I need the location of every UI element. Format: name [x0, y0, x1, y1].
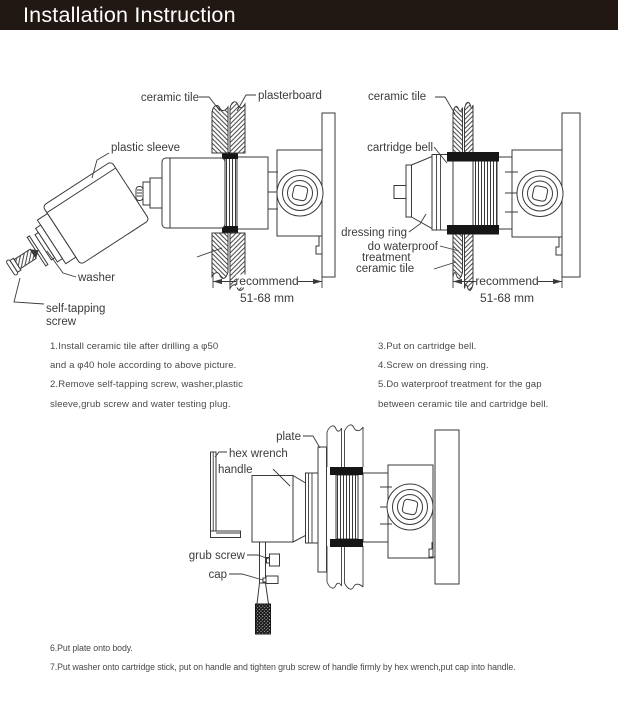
- label-treatment: treatment: [362, 252, 411, 264]
- instructions-steps-1-2: [50, 337, 243, 414]
- cartridge-stick-tip: [136, 187, 143, 201]
- instruction-line: 1.Install ceramic tile after drilling a φ50: [50, 341, 219, 352]
- waterproof-seal-bottom: [447, 225, 499, 235]
- label-screw: screw: [46, 316, 77, 328]
- label-recommend: recommend: [475, 274, 539, 288]
- wall-bracket: [556, 237, 562, 255]
- grub-screw: [270, 554, 280, 566]
- valve-threads: [225, 157, 237, 229]
- label-grub-screw: grub screw: [188, 550, 245, 562]
- waterproof-seal-top: [447, 152, 499, 162]
- dressing-ring: [432, 155, 453, 231]
- leader-self-tapping-screw: [14, 278, 44, 304]
- dimension-left: [213, 256, 322, 305]
- label-cartridge-bell: cartridge bell: [367, 142, 433, 154]
- seal-bottom: [330, 539, 363, 547]
- leader-cap: [229, 574, 263, 580]
- wall-bracket: [316, 236, 322, 254]
- label-range: 51-68 mm: [479, 291, 535, 305]
- label-range: 51-68 mm: [239, 291, 295, 305]
- label-ceramic-tile: ceramic tile: [368, 91, 427, 103]
- cartridge-cylinder: [162, 158, 225, 228]
- label-ceramic-tile: ceramic tile: [140, 92, 199, 104]
- valve-threads: [336, 475, 358, 539]
- plasterboard-top: [465, 102, 474, 153]
- valve-body: [237, 157, 268, 229]
- outlet-square: [532, 185, 549, 202]
- label-ceramic-tile-b: ceramic tile: [356, 263, 415, 275]
- outlet-square: [292, 185, 309, 202]
- instruction-line: between ceramic tile and cartridge bell.: [378, 398, 549, 410]
- instruction-line: 7.Put washer onto cartridge stick, put on handle and tighten grub screw of handle firmly by hex wrench,put cap into handle.: [50, 661, 516, 672]
- label-handle: handle: [218, 464, 253, 476]
- label-cap: cap: [208, 569, 227, 581]
- handle-body: [252, 476, 293, 543]
- back-wall: [322, 113, 335, 277]
- cartridge-tip-step2: [143, 182, 150, 205]
- label-dressing-ring: dressing ring: [341, 227, 407, 239]
- instruction-line: sleeve,grub screw and water testing plug.: [50, 398, 231, 410]
- handle-stick: [260, 542, 266, 583]
- label-recommend: recommend: [235, 274, 299, 288]
- diagram-step6-7: [189, 425, 459, 634]
- valve-body: [363, 473, 388, 542]
- cap: [266, 576, 278, 584]
- bell-front: [406, 165, 412, 217]
- leader-ceramic-tile: [435, 97, 455, 114]
- instructions-steps-3-5: [378, 337, 548, 414]
- label-plasterboard: plasterboard: [258, 90, 322, 102]
- label-hex-wrench: hex wrench: [229, 448, 288, 460]
- cartridge-bell-cone: [412, 157, 433, 229]
- ceramic-tile-bottom: [212, 233, 228, 278]
- seal-top: [330, 467, 363, 475]
- plastic-sleeve-group: [0, 161, 149, 298]
- cover-plate: [318, 447, 327, 572]
- diagram-step1-2: [0, 90, 335, 328]
- instructions-steps-6-7: [50, 639, 515, 677]
- leader-plate: [303, 436, 320, 448]
- back-wall: [562, 113, 580, 277]
- label-do-waterproof: do waterproof: [367, 241, 438, 253]
- instruction-line: and a φ40 hole according to above picture.: [50, 360, 237, 372]
- ceramic-tile-bottom: [453, 232, 463, 278]
- diagram-step3-5: [341, 91, 580, 305]
- back-wall: [435, 430, 459, 584]
- page-title: Installation Instruction: [23, 2, 236, 27]
- instruction-line: 4.Screw on dressing ring.: [378, 360, 489, 372]
- instruction-line: 6.Put plate onto body.: [50, 643, 133, 653]
- label-plate: plate: [276, 431, 301, 443]
- leader-hex-wrench: [215, 452, 227, 457]
- ceramic-tile-top: [212, 105, 228, 153]
- knurled-grip: [256, 604, 271, 634]
- label-washer: washer: [78, 272, 116, 284]
- valve-threads: [473, 158, 497, 228]
- outlet-square: [402, 499, 419, 516]
- instruction-line: 5.Do waterproof treatment for the gap: [378, 379, 542, 391]
- handle-neck: [293, 476, 306, 543]
- instruction-line: 3.Put on cartridge bell.: [378, 341, 477, 352]
- label-self-tapping: self-tapping: [46, 303, 106, 315]
- cartridge-tip-step1: [150, 178, 162, 208]
- seal-bottom: [222, 226, 238, 233]
- cartridge-stick: [394, 186, 407, 199]
- instruction-line: 2.Remove self-tapping screw, washer,plastic: [50, 379, 244, 391]
- label-plastic-sleeve: plastic sleeve: [111, 142, 181, 154]
